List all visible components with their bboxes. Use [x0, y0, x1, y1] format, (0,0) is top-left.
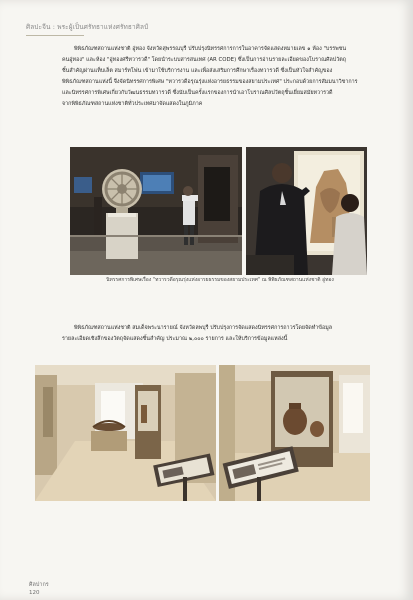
lopburi-gallery-left-image — [35, 365, 216, 501]
paragraph-line: พิพิธภัณฑสถานแห่งชาติ สมเด็จพระนารายณ์ จังหวัดลพบุรี ปรับปรุงการจัดแสดงนิทรรศการถาวรโดยจัดทำข้อมูล — [74, 325, 333, 331]
paragraph-2 — [62, 323, 380, 357]
paragraph-line: จากพิพิธภัณฑสถานแห่งชาติทั่วประเทศมาจัดแสดงในภูมิภาค — [62, 101, 203, 107]
paragraph-line: ชิ้นสำคัญผ่านแท็บเล็ต สมาร์ทโฟน เข้ามาใช้บริการงาน และเพื่อส่งเสริมการศึกษาเรื่องทวารวดี ซึ่งเป็นหัวใจสำคัญของ — [62, 68, 333, 74]
paragraph-1 — [62, 44, 380, 132]
footer-magazine-title: ศิลปากร — [29, 582, 49, 588]
photo-visitors-relief — [246, 147, 367, 275]
lopburi-gallery-right-image — [219, 365, 370, 501]
paragraph-line: พิพิธภัณฑสถานแห่งนี้ จึงจัดนิทรรศการพิเศษ "ทวารวดีอรุณรุ่งแห่งอารยธรรมของสยามประเทศ" ประกอบด้วยการสัมมนาวิชาการ — [62, 79, 358, 85]
header-rule — [26, 35, 84, 36]
paragraph-line: และนิทรรศการพิเศษเกี่ยวกับวัฒนธรรมทวารวดี ซึ่งนับเป็นครั้งแรกของการนำเอาโบราณศิลปวัตถุชิ้นเยี่ยมสมัยทวารวดี — [62, 90, 333, 96]
paragraph-line: รายละเอียดเชิงลึกของวัตถุจัดแสดงชิ้นสำคัญ ประมาณ ๒,๐๐๐ รายการ และให้บริการข้อมูลแหล่งนี้ — [62, 336, 288, 342]
page-number: 120 — [29, 590, 40, 596]
photo-dharmachakra-gallery — [70, 147, 242, 275]
paragraph-line: พิพิธภัณฑสถานแห่งชาติ อู่ทอง จังหวัดสุพรรณบุรี ปรับปรุงนิทรรศการการในอาคารจัดแสดงหมายเลข ๑ ห้อง "บรรพชน — [74, 46, 347, 52]
dharmachakra-gallery-image — [70, 147, 242, 275]
photo-lopburi-gallery-left — [35, 365, 216, 501]
visitors-relief-image — [246, 147, 367, 275]
running-header: ศิลปะจีน : พระผู้เป็นศรัทธาแห่งศรัทธาศิลป์ — [26, 23, 149, 31]
paragraph-line: คนอู่ทอง" และห้อง "อู่ทองศรีทวารวดี" โดยนำระบบสารสนเทศ (AR CODE) ซึ่งเป็นการอ่านรายละเอียดของโบราณศิลปวัตถุ — [62, 57, 347, 63]
photo-caption: นิทรรศการพิเศษเรื่อง "ทวารวดีอรุณรุ่งแห่งอารยธรรมของสยามประเทศ" ณ พิพิธภัณฑสถานแห่งชาติ อู่ทอง — [106, 277, 334, 283]
photo-lopburi-gallery-right — [219, 365, 370, 501]
